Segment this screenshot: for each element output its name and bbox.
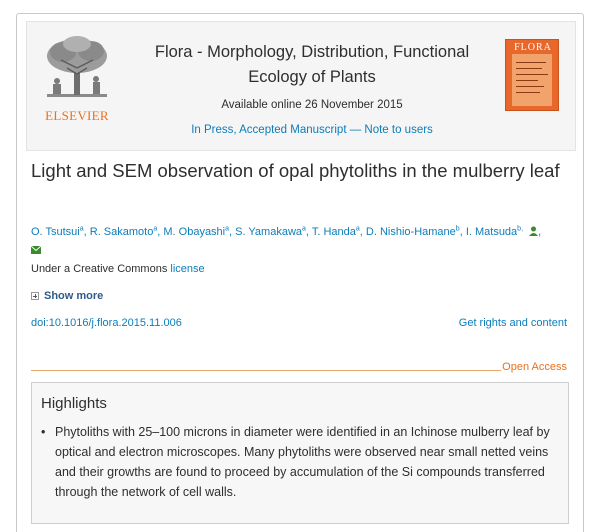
- author-link[interactable]: I. Matsuda$^{b,}$: [465, 225, 524, 238]
- article-title: Light and SEM observation of opal phytoliths in the mulberry leaf: [31, 160, 560, 181]
- elsevier-logo[interactable]: [39, 34, 115, 126]
- license-link[interactable]: license: [170, 263, 205, 275]
- doi-link[interactable]: doi:10.1016/j.flora.2015.11.006: [31, 317, 182, 329]
- open-access-badge[interactable]: Open Access: [502, 361, 567, 373]
- author-link[interactable]: O. Tsutsui$^a$: [31, 225, 84, 238]
- cover-illustration: [512, 54, 552, 106]
- bullet-icon: •: [41, 425, 46, 439]
- license-statement: Under a Creative Commons license: [31, 263, 205, 275]
- open-access-divider: [31, 370, 501, 371]
- author-link[interactable]: S. Yamakawa$^a$: [235, 225, 306, 238]
- highlight-item: • Phytoliths with 25–100 microns in diameter were identified in an Ichinose mulberry leaf by optical and electron microscopes. Many phytoliths were observed near small netted veins and their growths are found to proceed by accumulation of the Si compounds transferred through the network of cell walls.: [41, 422, 561, 502]
- elsevier-tree-icon: [39, 34, 115, 106]
- person-icon[interactable]: [529, 225, 538, 242]
- author-list: O. Tsutsui$^a$, R. Sakamoto$^a$, M. Obayashi$^a$, S. Yamakawa$^a$, T. Handa$^a$, D. Nishio-Hamane$^b$, I. Matsuda$^{b,}$ ,: [31, 224, 576, 260]
- available-online-date: Available online 26 November 2015: [221, 99, 403, 111]
- author-link[interactable]: M. Obayashi$^a$: [163, 225, 230, 238]
- expand-plus-icon: [31, 292, 39, 300]
- rights-content-link[interactable]: Get rights and content: [458, 317, 567, 329]
- highlights-heading: Highlights: [41, 395, 107, 412]
- email-icon[interactable]: [31, 243, 41, 260]
- author-link[interactable]: D. Nishio-Hamane$^b$: [365, 225, 460, 238]
- journal-title[interactable]: Flora - Morphology, Distribution, Functional Ecology of Plants: [154, 43, 470, 86]
- journal-cover-image[interactable]: [505, 39, 559, 111]
- cover-title: FLORA: [514, 42, 552, 53]
- author-link[interactable]: T. Handa$^a$: [311, 225, 360, 238]
- elsevier-wordmark: ELSEVIER: [45, 108, 109, 123]
- publication-header: [26, 21, 576, 151]
- author-link[interactable]: R. Sakamoto$^a$: [89, 225, 158, 238]
- article-status-link[interactable]: In Press, Accepted Manuscript — Note to users: [191, 124, 433, 136]
- highlights-box: [31, 382, 569, 524]
- show-more-label: Show more: [44, 290, 104, 302]
- article-card: [16, 13, 584, 532]
- show-more-toggle[interactable]: [31, 290, 103, 302]
